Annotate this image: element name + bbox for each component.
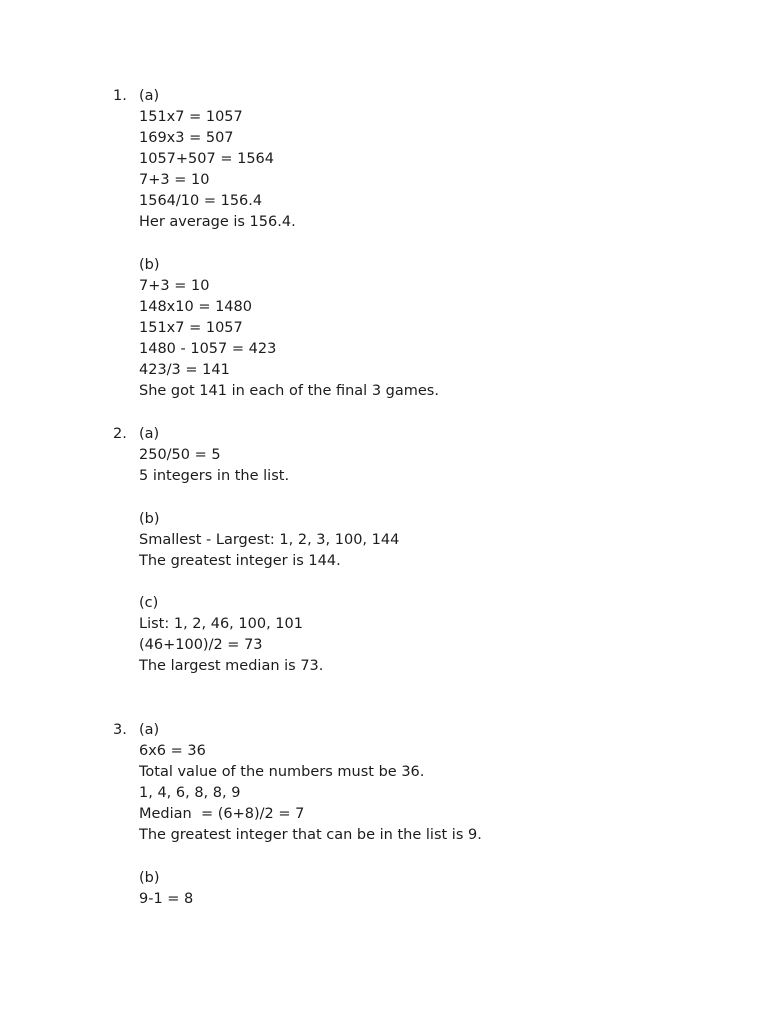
answer-line: Her average is 156.4. xyxy=(139,214,296,230)
answer-line: The greatest integer is 144. xyxy=(139,553,341,569)
question-number: 2. xyxy=(113,426,127,442)
part-label: (a) xyxy=(139,88,160,104)
answer-line: 7+3 = 10 xyxy=(139,172,210,188)
answer-line: 151x7 = 1057 xyxy=(139,109,243,125)
answer-line: The greatest integer that can be in the list is 9. xyxy=(139,827,482,843)
answer-line: 151x7 = 1057 xyxy=(139,320,243,336)
answer-line: 250/50 = 5 xyxy=(139,447,221,463)
answer-line: Median = (6+8)/2 = 7 xyxy=(139,806,305,822)
answer-line: 423/3 = 141 xyxy=(139,362,230,378)
question-number: 1. xyxy=(113,88,127,104)
answer-line: Total value of the numbers must be 36. xyxy=(139,764,425,780)
answer-line: Smallest - Largest: 1, 2, 3, 100, 144 xyxy=(139,532,400,548)
answer-line: 148x10 = 1480 xyxy=(139,299,252,315)
answer-line: 1564/10 = 156.4 xyxy=(139,193,263,209)
part-label: (b) xyxy=(139,257,160,273)
part-label: (a) xyxy=(139,722,160,738)
part-label: (c) xyxy=(139,595,159,611)
answer-line: 1, 4, 6, 8, 8, 9 xyxy=(139,785,241,801)
question-number: 3. xyxy=(113,722,127,738)
part-label: (a) xyxy=(139,426,160,442)
answer-line: 1480 - 1057 = 423 xyxy=(139,341,277,357)
part-label: (b) xyxy=(139,870,160,886)
answer-line: 6x6 = 36 xyxy=(139,743,206,759)
answer-line: The largest median is 73. xyxy=(139,658,324,674)
answer-line: (46+100)/2 = 73 xyxy=(139,637,263,653)
answer-line: 5 integers in the list. xyxy=(139,468,290,484)
answer-line: 1057+507 = 1564 xyxy=(139,151,274,167)
answer-line: 7+3 = 10 xyxy=(139,278,210,294)
part-label: (b) xyxy=(139,511,160,527)
answer-line: 9-1 = 8 xyxy=(139,891,194,907)
answer-line: 169x3 = 507 xyxy=(139,130,234,146)
answer-line: List: 1, 2, 46, 100, 101 xyxy=(139,616,303,632)
answer-line: She got 141 in each of the final 3 games. xyxy=(139,383,439,399)
